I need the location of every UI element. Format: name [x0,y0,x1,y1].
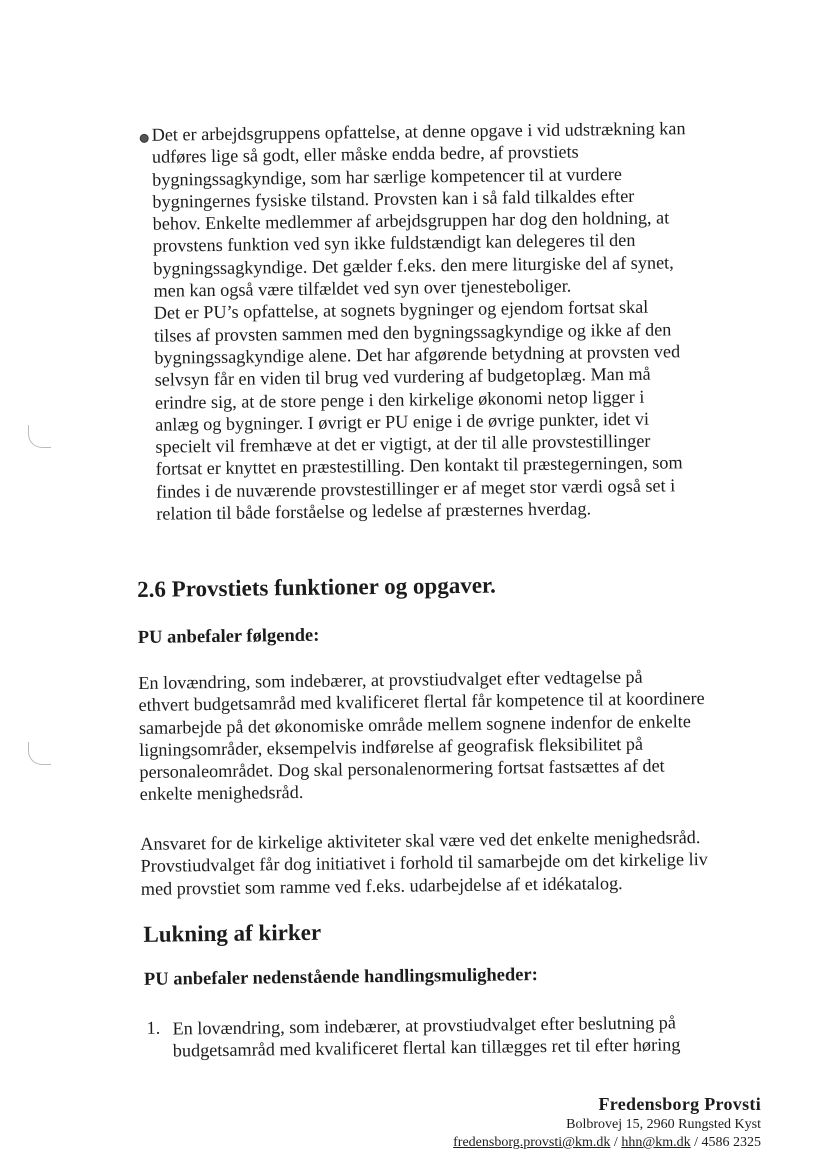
bullet-icon [140,134,149,143]
bullet-line: tilses af provsten sammen med den bygningssagkyndige og ikke af den [153,319,672,346]
footer-separator: / [610,1135,622,1150]
paragraph-line: med provstiet som ramme ved f.eks. udarbejdelse af et idékatalog. [140,872,623,899]
section-subheading: PU anbefaler følgende: [137,625,320,648]
item-line: budgetsamråd med kvalificeret flertal kan tillægges ret til efter høring [172,1034,681,1061]
punch-hole-mark-top [28,425,51,448]
footer-separator: / [690,1135,702,1150]
paragraph-line: personaleområdet. Dog skal personalenormering fortsat fastsættes af det [139,755,665,783]
footer-org-name: Fredensborg Provsti [598,1094,761,1114]
bullet-line: bygningssagkyndige. Det gælder f.eks. den mere liturgiske del af synet, [153,252,674,279]
footer-email-personal-link[interactable]: hhn@km.dk [621,1135,691,1150]
punch-hole-mark-bottom [28,742,51,765]
bullet-line: bygningssagkyndige, som har særlige kompetencer til at vurdere [152,163,623,190]
paragraph-line: En lovændring, som indebærer, at provstiudvalget efter vedtagelse på [138,666,643,693]
bullet-line: bygningssagkyndige alene. Det har afgørende betydning at provsten ved [154,341,681,368]
paragraph-line: Ansvaret for de kirkelige aktiviteter skal være ved det enkelte menighedsråd. [140,827,701,854]
bullet-line: behov. Enkelte medlemmer af arbejdsgruppen har dog den holdning, at [152,207,670,234]
bullet-line: specielt vil fremhæve at det er vigtigt, at der til alle provstestillinger [155,430,651,457]
letterhead-footer [453,1094,761,1151]
bullet-line: provstens funktion ved syn ikke fuldstændigt kan delegeres til den [152,230,636,257]
paragraph-line: ethvert budgetsamråd med kvalificeret flertal får kompetence til at koordinere [138,688,705,716]
bullet-line: udføres lige så godt, eller måske endda bedre, af provstiets [151,141,579,168]
footer-email-provsti-link[interactable]: fredensborg.provsti@km.dk [453,1135,611,1150]
bullet-line: erindre sig, at de store penge i den kirkelige økonomi netop ligger i [154,386,645,413]
bullet-line: findes i de nuværende provstestillinger er af meget stor værdi også set i [155,475,676,502]
paragraph-lovaendring [138,664,780,806]
bullet-line: selvsyn får en viden til brug ved vurdering af budgetoplæg. Man må [154,363,651,390]
footer-contact [453,1135,761,1151]
paragraph-line: enkelte menighedsråd. [139,782,304,805]
item-number: 1. [146,1017,161,1038]
footer-phone: 4586 2325 [701,1135,761,1150]
bullet-line: men kan også være tilfældet ved syn over tjenesteboliger. [153,275,572,301]
paragraph-ansvaret [140,825,781,900]
paragraph-line: Provstiudvalget får dog initiativet i forhold til samarbejde om det kirkelige liv [140,849,708,877]
bullet-line: fortsat er knyttet en præstestilling. Den kontakt til præstegerningen, som [155,452,683,480]
footer-address: Bolbrovej 15, 2960 Rungsted Kyst [566,1117,761,1132]
section-heading-lukning: Lukning af kirker [143,919,322,947]
bullet-line: relation til både forståelse og ledelse af præsternes hverdag. [156,498,592,524]
bullet-text [152,116,757,525]
item-line: En lovændring, som indebærer, at provstiudvalget efter beslutning på [172,1012,677,1039]
bullet-line: bygningernes fysiske tilstand. Provsten kan i så fald tilkaldes efter [152,185,635,212]
bullet-line: Det er arbejdsgruppens opfattelse, at denne opgave i vid udstrækning kan [151,118,686,145]
paragraph-line: samarbejde på det økonomiske område mellem sognene indenfor de enkelte [138,710,691,738]
item-text [172,1011,680,1062]
bullet-item [152,116,757,525]
bullet-line: Det er PU’s opfattelse, at sognets bygninger og ejendom fortsat skal [153,297,649,324]
paragraph-line: ligningsområder, eksempelvis indførelse af geografisk fleksibilitet på [139,733,644,760]
section-heading-2-6: 2.6 Provstiets funktioner og opgaver. [137,572,496,602]
bullet-line: anlæg og bygninger. I øvrigt er PU enige i de øvrige punkter, idet vi [155,408,650,435]
section-subheading-closing: PU anbefaler nedenstående handlingsmuligheder: [143,965,538,990]
